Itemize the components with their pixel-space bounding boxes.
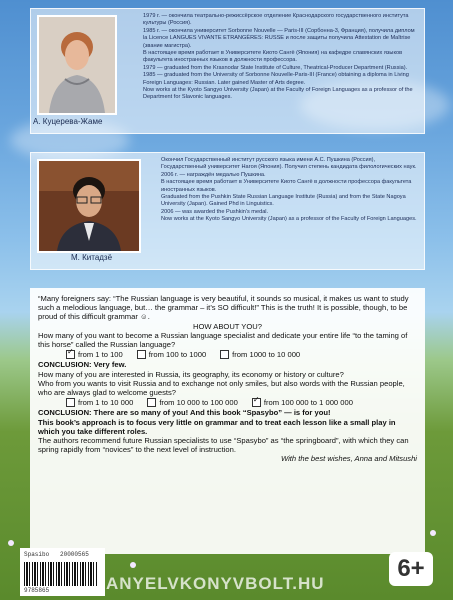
- barcode-isbn: 9785865: [24, 587, 50, 594]
- bio-line: В настоящее время работает в Университете Киото Сангё (Япония) на кафедре славянских языков факультета иностранных языков в должности профессора.: [143, 50, 403, 64]
- question-1-options: [38, 350, 417, 359]
- signoff: With the best wishes, Anna and Mitsushi: [281, 454, 417, 464]
- option-label: from 100 000 to 1 000 000: [263, 398, 353, 408]
- bio-line: Graduated from the Pushkin State Russian Language Institute (Russia) and from the State Nagoya University (Japan). Gained Phd in Linguistics.: [161, 194, 406, 208]
- flower: [430, 530, 436, 536]
- barcode-sticker: [20, 548, 105, 596]
- barcode-title: Spasibo: [24, 551, 50, 558]
- option-label: from 10 000 to 100 000: [159, 398, 238, 408]
- question-heading: HOW ABOUT YOU?: [193, 321, 262, 331]
- bio-line: 2006 г. — награждён медалью Пушкина.: [161, 171, 266, 178]
- barcode-icon: [24, 562, 98, 586]
- option: [66, 350, 123, 359]
- question-2-options: [38, 398, 417, 407]
- option-label: from 1 to 10 000: [78, 398, 134, 408]
- bio-line: 1985 — graduated from the University of Sorbonne Nouvelle-Paris-III (France) obtaining a diploma in Living Foreign Languages: Russian. Later gained Master of Arts degree.: [143, 72, 409, 86]
- bio-line: 1985 г. — окончила университет Sorbonne Nouvelle — Paris-III (Сорбонна-3, Франция), получила диплом la Licence LANGUES VIVANTE ETRANGÈRES: RUSSE и после защиты получила Attestation de Maîtrise (звание магистра).: [143, 27, 415, 49]
- conclusion-2: CONCLUSION: There are so many of you! And this book “Spasybo” — is for you!: [38, 408, 331, 418]
- author-bio-kitadze: [30, 152, 425, 270]
- author-bio-kutsereva: [30, 8, 425, 134]
- barcode-code: 20000565: [60, 551, 89, 558]
- option: [252, 398, 353, 407]
- watermark: ANYELVKONYVBOLT.HU: [106, 574, 325, 593]
- option-label: from 1 to 100: [78, 350, 123, 360]
- checkbox-icon: [220, 350, 229, 359]
- bio-line: 2006 — was awarded the Pushkin's medal.: [161, 208, 269, 215]
- checkbox-icon: [147, 398, 156, 407]
- author-photo: [37, 15, 117, 115]
- bio-line: Now works at the Kyoto Sangyo University (Japan) at the Faculty of Foreign Languages as a professor of the Department for Slavonic languages.: [143, 87, 413, 101]
- option: [137, 350, 206, 359]
- bio-text: [143, 13, 420, 102]
- checkbox-icon: [66, 350, 75, 359]
- option: [220, 350, 300, 359]
- flower: [130, 562, 136, 568]
- checkbox-icon: [66, 398, 75, 407]
- intro-text: “Many foreigners say: “The Russian language is very beautiful, it sounds so musical, it makes us want to study such a melodious language, but… the grammar – it’s SO difficult!” This is the truth! It is possible, though, to be proud of this difficult grammar ☺.: [38, 294, 409, 322]
- author-caption: А. Куцерева-Жаме: [33, 117, 103, 126]
- bio-line: 1979 — graduated from the Krasnodar State Institute of Culture, Theatrical-Producer Department (Russia).: [143, 64, 408, 71]
- question-1: How many of you want to become a Russian language specialist and dedicate your entire life “to the taming of this horse” called the Russian language?: [38, 330, 408, 350]
- age-rating-badge: 6+: [389, 552, 433, 586]
- author-photo: [37, 159, 141, 253]
- bio-line: В настоящее время работает в Университете Киото Сангё в должности профессора факультета иностранных языков.: [161, 179, 412, 193]
- question-2b: Who from you wants to visit Russia and to exchange not only smiles, but also words with the Russian people, who are always glad to welcome guests?: [38, 378, 405, 398]
- bio-line: Now works at the Kyoto Sangyo University (Japan) as a professor of the Faculty of Foreign Languages.: [161, 216, 417, 223]
- author-caption: М. Китадзё: [71, 253, 113, 262]
- conclusion-1: CONCLUSION: Very few.: [38, 360, 127, 370]
- option: [147, 398, 238, 407]
- option-label: from 100 to 1000: [148, 350, 207, 360]
- flower: [8, 540, 14, 546]
- option-label: from 1000 to 10 000: [232, 350, 301, 360]
- question-2a: How many of you are interested in Russia, its geography, its economy or history or culture?: [38, 369, 344, 379]
- checkbox-icon: [137, 350, 146, 359]
- recommend-text: The authors recommend future Russian specialists to use “Spasybo” as “the springboard”, with which they can spring rapidly from “novices” to the next level of instruction.: [38, 436, 409, 455]
- option: [66, 398, 133, 407]
- bio-line: 1979 г. — окончила театрально-режиссёрское отделение Краснодарского государственного института культуры (Россия).: [143, 13, 409, 27]
- back-cover-blurb: [30, 288, 425, 554]
- approach-text: This book’s approach is to focus very little on grammar and to treat each lesson like a small play in which you take different roles.: [38, 417, 396, 436]
- bio-line: Окончил Государственный институт русского языка имени А.С. Пушкина (Россия), Государственный университет Нагоя (Япония). Получил степень кандидата филологических наук.: [161, 157, 417, 171]
- bio-text: [161, 157, 420, 224]
- checkbox-icon: [252, 398, 261, 407]
